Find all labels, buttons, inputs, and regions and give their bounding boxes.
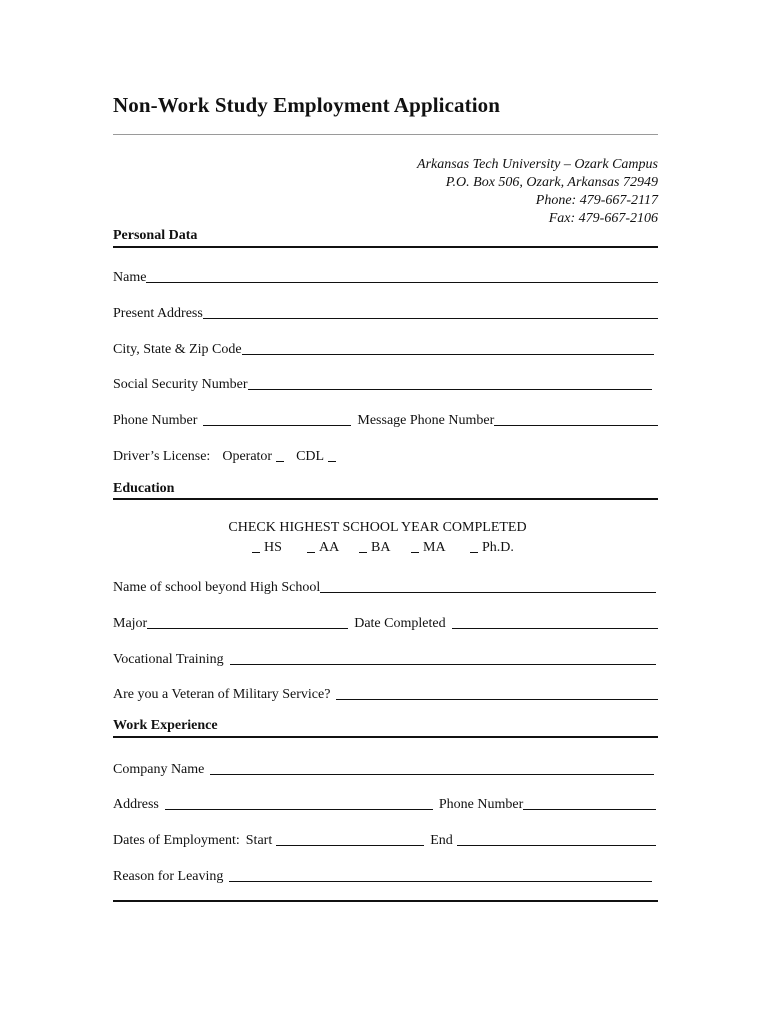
company-row xyxy=(113,758,658,778)
veteran-field[interactable] xyxy=(336,684,658,700)
work-address-label: Address xyxy=(113,797,159,812)
check-highest-title-row xyxy=(113,520,658,536)
present-address-field[interactable] xyxy=(203,303,658,319)
hs-label: HS xyxy=(264,540,282,555)
ma-checkbox[interactable] xyxy=(411,540,419,553)
city-state-zip-row xyxy=(113,338,658,358)
date-completed-label: Date Completed xyxy=(354,616,446,631)
campus-address-block xyxy=(417,156,658,228)
end-date-field[interactable] xyxy=(457,830,656,846)
ssn-label: Social Security Number xyxy=(113,377,248,392)
check-ma[interactable] xyxy=(411,540,446,556)
vocational-row xyxy=(113,648,658,668)
ssn-field[interactable] xyxy=(248,374,652,390)
reason-row xyxy=(113,865,658,885)
date-completed-field[interactable] xyxy=(452,613,658,629)
phone-field[interactable] xyxy=(203,410,351,426)
ba-label: BA xyxy=(371,540,391,555)
campus-po-box: P.O. Box 506, Ozark, Arkansas 72949 xyxy=(445,175,658,190)
school-label: Name of school beyond High School xyxy=(113,580,321,595)
personal-data-heading: Personal Data xyxy=(113,228,198,243)
major-label: Major xyxy=(113,616,148,631)
work-phone-field[interactable] xyxy=(523,794,656,810)
school-row xyxy=(113,576,658,596)
vocational-label: Vocational Training xyxy=(113,652,224,667)
employment-dates-label: Dates of Employment: xyxy=(113,833,240,848)
ssn-row xyxy=(113,373,658,393)
work-address-field[interactable] xyxy=(165,794,433,810)
work-experience-heading: Work Experience xyxy=(113,718,218,733)
title-divider xyxy=(113,134,658,135)
veteran-label: Are you a Veteran of Military Service? xyxy=(113,687,331,702)
end-label: End xyxy=(430,833,453,848)
cdl-label: CDL xyxy=(296,449,325,464)
work-experience-rule xyxy=(113,736,658,738)
phone-label: Phone Number xyxy=(113,413,198,428)
operator-checkbox[interactable] xyxy=(276,446,284,462)
hs-checkbox[interactable] xyxy=(252,540,260,553)
company-label: Company Name xyxy=(113,762,205,777)
vocational-field[interactable] xyxy=(230,649,656,665)
major-field[interactable] xyxy=(147,613,348,629)
phone-row xyxy=(113,409,658,429)
education-rule xyxy=(113,498,658,500)
employment-dates-row xyxy=(113,829,658,849)
name-row xyxy=(113,266,658,286)
phd-checkbox[interactable] xyxy=(470,540,478,553)
page-title: Non-Work Study Employment Application xyxy=(113,93,501,117)
form-end-rule xyxy=(113,900,658,902)
city-state-zip-label: City, State & Zip Code xyxy=(113,342,242,357)
drivers-license-row xyxy=(113,445,658,465)
school-field[interactable] xyxy=(320,577,656,593)
work-phone-label: Phone Number xyxy=(438,797,524,812)
reason-label: Reason for Leaving xyxy=(113,869,224,884)
campus-name: Arkansas Tech University – Ozark Campus xyxy=(417,157,658,172)
name-label: Name xyxy=(113,270,147,285)
start-date-field[interactable] xyxy=(276,830,424,846)
major-row xyxy=(113,612,658,632)
phd-label: Ph.D. xyxy=(482,540,514,555)
start-label: Start xyxy=(245,833,273,848)
ma-label: MA xyxy=(423,540,446,555)
application-page xyxy=(113,0,658,1024)
name-field[interactable] xyxy=(146,267,658,283)
present-address-label: Present Address xyxy=(113,306,203,321)
present-address-row xyxy=(113,302,658,322)
campus-phone: Phone: 479-667-2117 xyxy=(535,193,658,208)
personal-data-rule xyxy=(113,246,658,248)
cdl-checkbox[interactable] xyxy=(328,446,336,462)
drivers-license-label: Driver’s License: xyxy=(113,449,211,464)
aa-label: AA xyxy=(319,540,340,555)
ba-checkbox[interactable] xyxy=(359,540,367,553)
check-phd[interactable] xyxy=(470,540,514,556)
company-field[interactable] xyxy=(210,759,654,775)
reason-field[interactable] xyxy=(229,866,652,882)
check-ba[interactable] xyxy=(359,540,390,556)
check-hs[interactable] xyxy=(252,540,282,556)
operator-label: Operator xyxy=(222,449,273,464)
education-heading: Education xyxy=(113,481,175,496)
message-phone-label: Message Phone Number xyxy=(357,413,495,428)
work-address-row xyxy=(113,793,658,813)
veteran-row xyxy=(113,683,658,703)
aa-checkbox[interactable] xyxy=(307,540,315,553)
check-aa[interactable] xyxy=(307,540,339,556)
check-highest-title: CHECK HIGHEST SCHOOL YEAR COMPLETED xyxy=(228,520,527,535)
city-state-zip-field[interactable] xyxy=(242,339,654,355)
campus-fax: Fax: 479-667-2106 xyxy=(548,211,658,226)
message-phone-field[interactable] xyxy=(494,410,658,426)
